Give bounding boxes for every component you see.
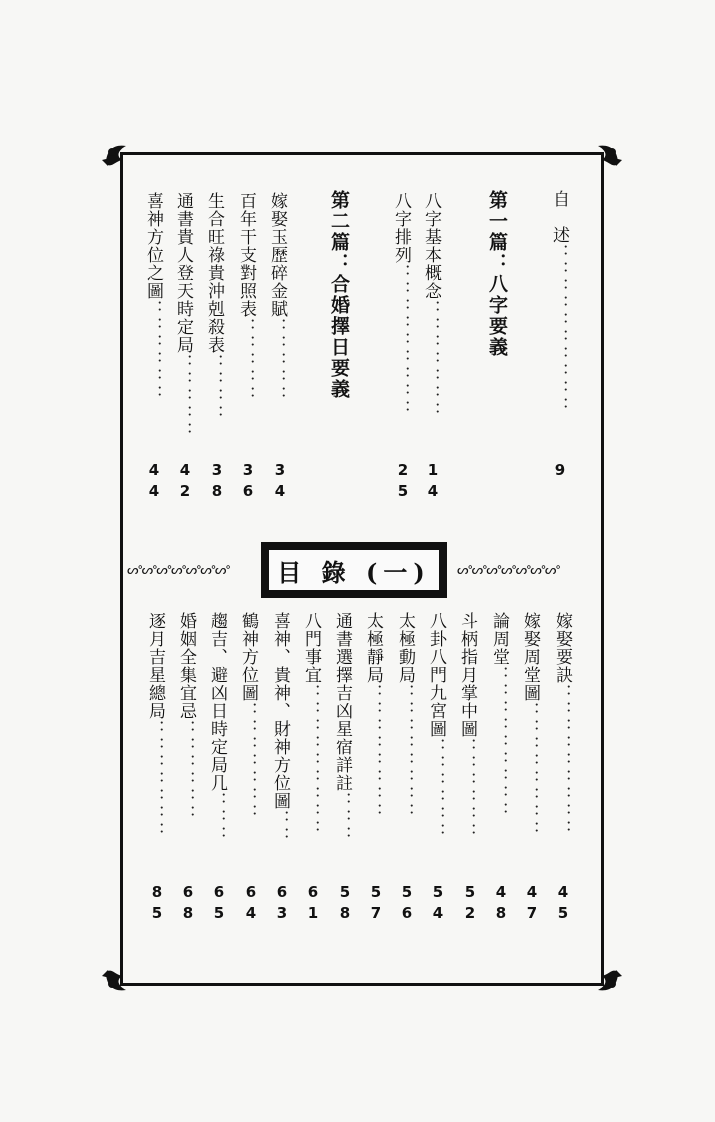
page-title: 目 錄 (一) <box>267 548 441 592</box>
corner-ornament-top-right <box>578 140 624 186</box>
toc-item: 八門事宜：：：：：：：：： <box>301 612 321 837</box>
corner-ornament-bottom-right <box>578 950 624 996</box>
toc-item: 斗柄指月掌中圖：：：：：： <box>457 612 477 840</box>
toc-page: 4 4 <box>148 461 160 500</box>
toc-page: 4 7 <box>526 883 538 922</box>
toc-page: 6 1 <box>307 883 319 922</box>
toc-page: 6 3 <box>276 883 288 922</box>
toc-page: 6 5 <box>213 883 225 922</box>
toc-page: 4 2 <box>179 461 191 500</box>
toc-page: 1 4 <box>427 461 439 500</box>
preface-page: 9 <box>554 461 566 479</box>
toc-item: 通書貴人登天時定局：：：：： <box>173 192 193 439</box>
ornament-right: ᔕᐤᔕᐤᔕᐤᔕᐤᔕᐤᔕᐤᔕᐤ <box>457 563 560 577</box>
toc-page: 5 2 <box>464 883 476 922</box>
toc-page: 4 5 <box>557 883 569 922</box>
title-band <box>123 542 601 598</box>
toc-page: 6 4 <box>245 883 257 922</box>
toc-page: 3 8 <box>211 461 223 500</box>
toc-page: 4 8 <box>495 883 507 922</box>
toc-item: 太極動局：：：：：：：： <box>395 612 415 820</box>
toc-item: 趨吉、避凶日時定局几：：： <box>207 612 227 843</box>
part2-heading: 第二篇：合婚擇日要義 <box>328 190 350 400</box>
toc-page: 3 4 <box>274 461 286 500</box>
toc-item: 論周堂：：：：：：：：： <box>489 612 509 819</box>
toc-item: 鶴神方位圖：：：：：：： <box>238 612 258 821</box>
ornament-left: ᔕᐤᔕᐤᔕᐤᔕᐤᔕᐤᔕᐤᔕᐤ <box>127 563 230 577</box>
toc-page: 5 6 <box>401 883 413 922</box>
toc-page: 2 5 <box>397 461 409 500</box>
toc-page: 3 6 <box>242 461 254 500</box>
toc-item: 逐月吉星總局：：：：：：： <box>145 612 165 839</box>
toc-page: 5 7 <box>370 883 382 922</box>
toc-item: 生合旺祿貴沖剋殺表：：：： <box>204 192 224 422</box>
toc-item: 太極靜局：：：：：：：： <box>363 612 383 820</box>
toc-page: 8 5 <box>151 883 163 922</box>
toc-item: 喜神、貴神、財神方位圖：： <box>270 612 290 844</box>
toc-page: 6 8 <box>182 883 194 922</box>
preface-label: 自 述：：：：：：：：：： <box>549 190 569 414</box>
toc-item: 百年干支對照表：：：：： <box>236 192 256 403</box>
toc-page: 5 8 <box>339 883 351 922</box>
toc-item: 八卦八門九宮圖：：：：：： <box>426 612 446 840</box>
toc-item: 八字基本概念：：：：：：： <box>421 192 441 419</box>
toc-item: 八字排列：：：：：：：：： <box>391 192 411 417</box>
title-box <box>261 542 447 598</box>
corner-ornament-top-left <box>100 140 146 186</box>
toc-item: 嫁娶要訣：：：：：：：：： <box>552 612 572 837</box>
toc-item: 婚姻全集宜忌：：：：：： <box>176 612 196 822</box>
corner-ornament-bottom-left <box>100 950 146 996</box>
toc-item: 嫁娶玉歷碎金賦：：：：： <box>267 192 287 403</box>
toc-item: 嫁娶周堂圖：：：：：：：： <box>520 612 540 838</box>
toc-item: 通書選擇吉凶星宿詳註：：： <box>332 612 352 843</box>
toc-page: 5 4 <box>432 883 444 922</box>
toc-item: 喜神方位之圖：：：：：： <box>143 192 163 402</box>
part1-heading: 第一篇：八字要義 <box>486 190 508 358</box>
